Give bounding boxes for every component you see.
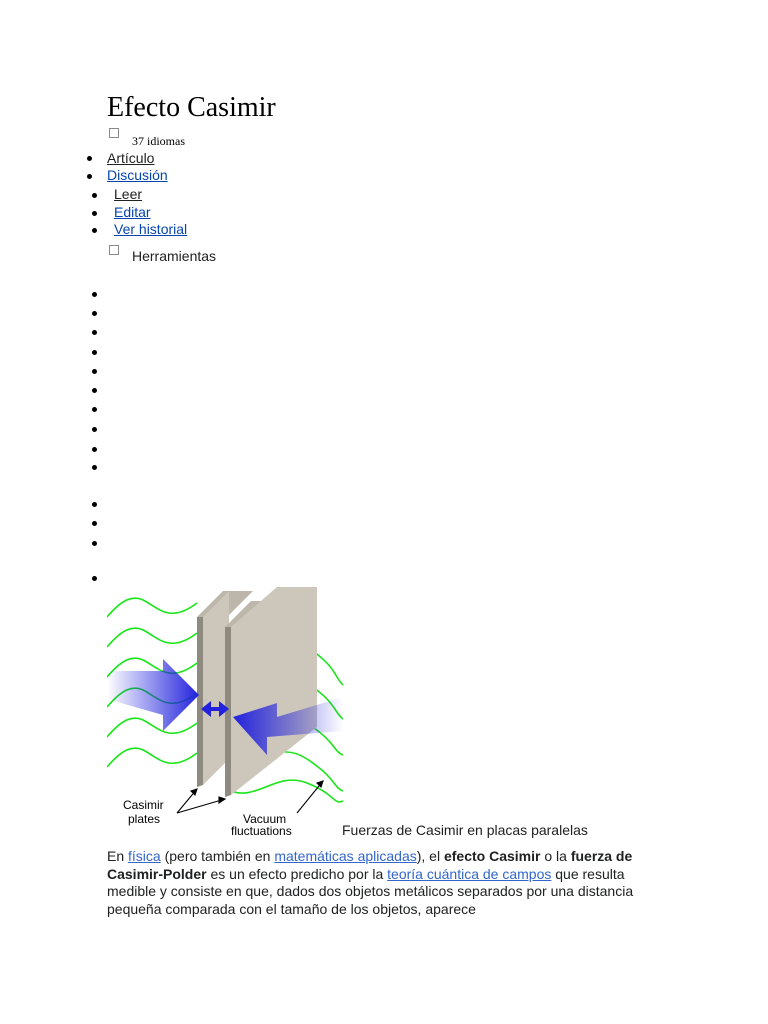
- text-segment: que resulta medible y consiste en que, dados dos objetos metálicos separados por una distancia pequeña comparada con el tamaño de los objetos, aparece: [107, 865, 634, 917]
- figure-caption: Fuerzas de Casimir en placas paralelas: [342, 822, 588, 838]
- tab-articulo[interactable]: Artículo: [107, 150, 155, 166]
- list-bullet: [92, 427, 97, 432]
- link-teoria-cuantica-de-campos[interactable]: teoría cuántica de campos: [387, 865, 552, 882]
- text-segment: ), el: [416, 848, 444, 864]
- casimir-diagram: [107, 587, 343, 837]
- vacuum-label-2: fluctuations: [231, 824, 292, 837]
- list-bullet: [92, 193, 97, 198]
- list-bullet: [92, 502, 97, 507]
- vacuum-label-1: Vacuum: [243, 812, 287, 826]
- list-bullet: [92, 576, 97, 581]
- tab-leer[interactable]: Leer: [114, 186, 143, 202]
- list-bullet: [92, 350, 97, 355]
- text-segment: (pero también en: [160, 848, 275, 864]
- list-bullet: [92, 330, 97, 335]
- tools-checkbox[interactable]: [109, 245, 119, 255]
- link-matematicas-aplicadas[interactable]: matemáticas aplicadas: [274, 848, 417, 864]
- list-bullet: [92, 541, 97, 546]
- list-bullet: [92, 521, 97, 526]
- languages-checkbox[interactable]: [109, 128, 119, 138]
- list-bullet: [92, 292, 97, 297]
- tab-ver-historial[interactable]: Ver historial: [114, 221, 188, 237]
- plates-label-2: plates: [128, 812, 161, 826]
- text-segment: o la: [540, 848, 571, 864]
- link-fisica[interactable]: física: [128, 848, 161, 864]
- text-segment: En: [107, 848, 129, 864]
- list-bullet: [92, 407, 97, 412]
- intro-paragraph: [107, 848, 667, 918]
- tab-editar[interactable]: Editar: [114, 204, 151, 220]
- plates-label-1: Casimir: [123, 798, 164, 812]
- list-bullet: [92, 369, 97, 374]
- text-segment: es un efecto predicho por la: [206, 865, 388, 882]
- bold-term-efecto-casimir: efecto Casimir: [443, 848, 541, 864]
- list-bullet: [92, 228, 97, 233]
- casimir-plate-right: [225, 587, 317, 797]
- list-bullet: [87, 174, 92, 179]
- list-bullet: [87, 156, 92, 161]
- page-title: Efecto Casimir: [107, 92, 276, 123]
- list-bullet: [92, 447, 97, 452]
- tab-discusion[interactable]: Discusión: [107, 167, 168, 183]
- list-bullet: [92, 388, 97, 393]
- languages-label[interactable]: 37 idiomas: [132, 134, 185, 148]
- list-bullet: [92, 211, 97, 216]
- list-bullet: [92, 311, 97, 316]
- list-bullet: [92, 465, 97, 470]
- bold-term-fuerza-casimir-polder: fuerza de Casimir-Polder: [107, 848, 633, 882]
- tools-label[interactable]: Herramientas: [132, 248, 217, 264]
